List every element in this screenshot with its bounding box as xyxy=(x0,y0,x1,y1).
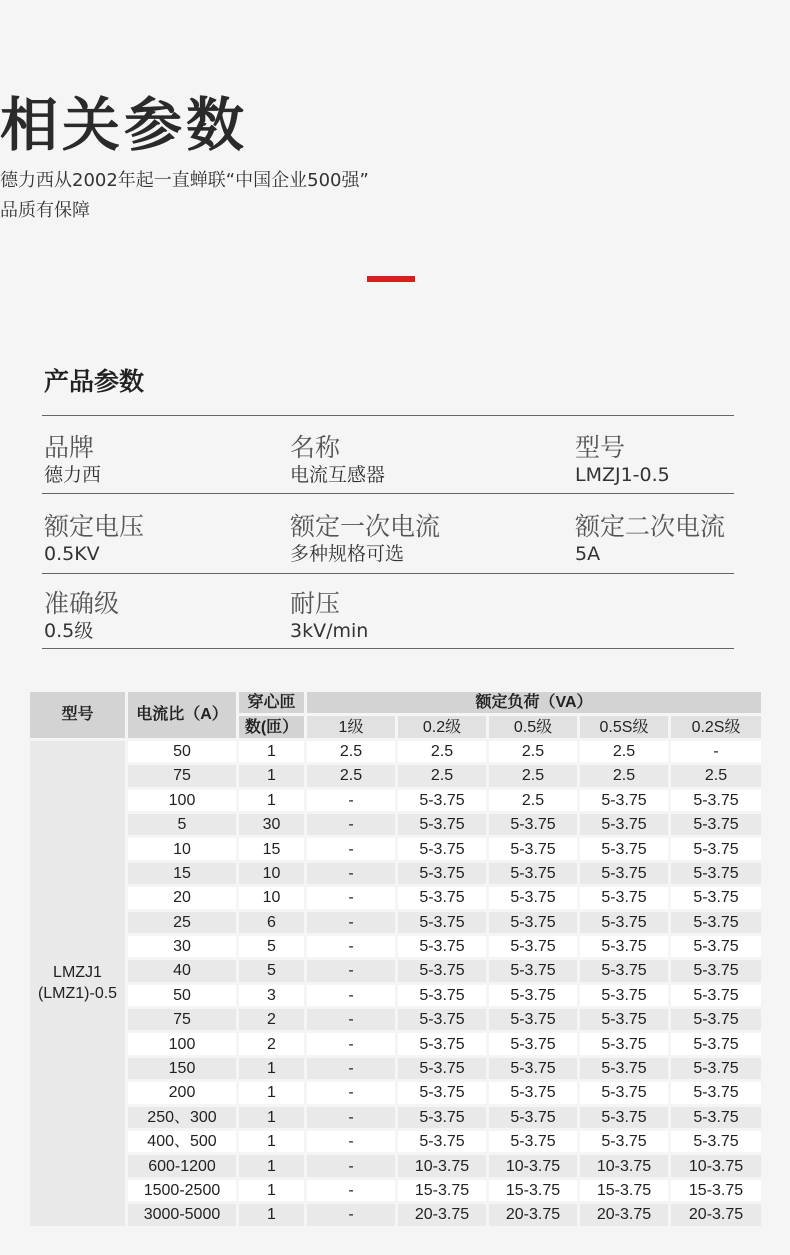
table-cell: 5-3.75 xyxy=(489,1058,577,1079)
section-title: 产品参数 xyxy=(44,367,145,396)
table-cell: 2.5 xyxy=(398,741,486,762)
table-cell: 5-3.75 xyxy=(671,1058,761,1079)
table-cell: 1 xyxy=(239,1082,304,1103)
table-cell: 1 xyxy=(239,790,304,811)
spec-label: 准确级 xyxy=(44,589,120,618)
table-cell: 10 xyxy=(128,838,236,859)
table-cell: 50 xyxy=(128,985,236,1006)
spec-label: 额定二次电流 xyxy=(575,512,726,541)
divider xyxy=(42,648,734,649)
table-cell: - xyxy=(307,960,395,981)
table-cell: 5-3.75 xyxy=(580,1131,668,1152)
table-cell: 5-3.75 xyxy=(671,887,761,908)
table-cell: 5-3.75 xyxy=(580,1058,668,1079)
table-cell: - xyxy=(307,936,395,957)
table-cell: 75 xyxy=(128,1009,236,1030)
header-class: 0.2级 xyxy=(398,716,486,737)
table-cell: 5-3.75 xyxy=(489,1107,577,1128)
table-cell: 5-3.75 xyxy=(671,912,761,933)
table-cell: 15 xyxy=(239,838,304,859)
header-class: 1级 xyxy=(307,716,395,737)
table-cell: 100 xyxy=(128,1033,236,1054)
table-cell: 5-3.75 xyxy=(398,1082,486,1103)
table-cell: 5-3.75 xyxy=(671,936,761,957)
header-class: 0.5级 xyxy=(489,716,577,737)
table-cell: 20-3.75 xyxy=(398,1204,486,1225)
table-cell: 5-3.75 xyxy=(671,1033,761,1054)
table-cell: 75 xyxy=(128,765,236,786)
spec-label: 额定电压 xyxy=(44,512,145,541)
table-cell: 5-3.75 xyxy=(580,863,668,884)
table-header-row xyxy=(30,692,761,713)
table-cell: 5-3.75 xyxy=(489,863,577,884)
table-cell: 5-3.75 xyxy=(671,960,761,981)
spec-withstand-voltage xyxy=(290,589,368,643)
table-cell: 5-3.75 xyxy=(398,936,486,957)
table-row xyxy=(30,1131,761,1152)
table-cell: 5-3.75 xyxy=(580,790,668,811)
spec-value: 0.5级 xyxy=(44,620,94,642)
table-cell: 5-3.75 xyxy=(580,838,668,859)
table-cell: 10-3.75 xyxy=(671,1155,761,1176)
spec-value: 5A xyxy=(575,543,601,565)
table-cell: - xyxy=(307,1009,395,1030)
table-cell: 5-3.75 xyxy=(489,1009,577,1030)
table-cell: 5-3.75 xyxy=(671,1082,761,1103)
table-cell: - xyxy=(307,887,395,908)
table-row xyxy=(30,912,761,933)
table-cell: - xyxy=(307,790,395,811)
table-cell: 250、300 xyxy=(128,1107,236,1128)
header-model: 型号 xyxy=(30,692,125,738)
table-cell: 2.5 xyxy=(580,741,668,762)
table-row xyxy=(30,1009,761,1030)
parameter-table xyxy=(27,689,764,1229)
table-cell: 15-3.75 xyxy=(580,1180,668,1201)
table-cell: 5-3.75 xyxy=(398,790,486,811)
table-cell: 2.5 xyxy=(489,765,577,786)
model-line-1: LMZJ1 xyxy=(53,964,102,982)
spec-label: 耐压 xyxy=(290,589,341,618)
table-cell: 5-3.75 xyxy=(671,863,761,884)
table-cell: 5-3.75 xyxy=(580,1009,668,1030)
table-cell: 5-3.75 xyxy=(489,1033,577,1054)
table-cell: - xyxy=(671,741,761,762)
table-cell: - xyxy=(307,1033,395,1054)
table-cell: 2.5 xyxy=(307,741,395,762)
table-cell: 30 xyxy=(128,936,236,957)
table-cell: 10-3.75 xyxy=(398,1155,486,1176)
header-class: 0.5S级 xyxy=(580,716,668,737)
table-cell: 1 xyxy=(239,741,304,762)
spec-brand xyxy=(44,433,101,487)
table-cell: 5-3.75 xyxy=(580,1082,668,1103)
spec-value: 德力西 xyxy=(44,464,102,486)
table-row xyxy=(30,1107,761,1128)
table-cell: 1 xyxy=(239,1204,304,1225)
header-class: 0.2S级 xyxy=(671,716,761,737)
spec-rated-secondary-current xyxy=(575,512,725,566)
table-cell: - xyxy=(307,1204,395,1225)
table-cell: - xyxy=(307,1155,395,1176)
table-cell: 25 xyxy=(128,912,236,933)
table-row xyxy=(30,1180,761,1201)
table-row xyxy=(30,741,761,762)
table-cell: 1 xyxy=(239,1155,304,1176)
table-cell: 1 xyxy=(239,1180,304,1201)
header-turns-unit: 数(匝） xyxy=(239,716,304,737)
accent-divider xyxy=(367,276,415,282)
table-cell: 15-3.75 xyxy=(398,1180,486,1201)
spec-label: 型号 xyxy=(575,433,626,462)
table-cell: 5-3.75 xyxy=(398,863,486,884)
table-cell: 15-3.75 xyxy=(489,1180,577,1201)
table-cell: 5-3.75 xyxy=(398,912,486,933)
table-cell: - xyxy=(307,1082,395,1103)
spec-rated-voltage xyxy=(44,512,144,566)
table-cell: - xyxy=(307,1107,395,1128)
spec-value: 0.5KV xyxy=(44,543,100,565)
table-cell: 200 xyxy=(128,1082,236,1103)
header-turns: 穿心匝 xyxy=(239,692,304,713)
spec-rated-primary-current xyxy=(290,512,440,566)
spec-value: 3kV/min xyxy=(290,620,369,642)
table-cell: 5-3.75 xyxy=(398,814,486,835)
table-cell: 5-3.75 xyxy=(398,887,486,908)
table-cell: 2.5 xyxy=(307,765,395,786)
table-row xyxy=(30,790,761,811)
table-cell: 10 xyxy=(239,863,304,884)
table-cell: 15 xyxy=(128,863,236,884)
table-cell: 20-3.75 xyxy=(671,1204,761,1225)
table-cell: 10 xyxy=(239,887,304,908)
table-cell: 2.5 xyxy=(671,765,761,786)
table-cell: 5-3.75 xyxy=(671,814,761,835)
table-row xyxy=(30,814,761,835)
table-cell: 5-3.75 xyxy=(489,814,577,835)
table-cell: - xyxy=(307,1131,395,1152)
table-cell: 1 xyxy=(239,1058,304,1079)
table-cell: 5-3.75 xyxy=(580,912,668,933)
table-row xyxy=(30,936,761,957)
spec-accuracy-class xyxy=(44,589,119,643)
table-cell: 5-3.75 xyxy=(398,1107,486,1128)
table-cell: 5-3.75 xyxy=(489,985,577,1006)
table-row xyxy=(30,1155,761,1176)
table-cell: - xyxy=(307,1058,395,1079)
spec-name xyxy=(290,433,385,487)
table-cell: 5-3.75 xyxy=(489,1131,577,1152)
table-row xyxy=(30,1058,761,1079)
table-row xyxy=(30,838,761,859)
spec-label: 额定一次电流 xyxy=(290,512,441,541)
table-cell: 5 xyxy=(239,960,304,981)
table-cell: 20-3.75 xyxy=(489,1204,577,1225)
table-cell: 1 xyxy=(239,1131,304,1152)
table-cell: - xyxy=(307,863,395,884)
table-cell: 5-3.75 xyxy=(671,1107,761,1128)
spec-label: 品牌 xyxy=(44,433,95,462)
table-cell: 5-3.75 xyxy=(580,887,668,908)
spec-value: LMZJ1-0.5 xyxy=(575,464,670,486)
table-cell: 1500-2500 xyxy=(128,1180,236,1201)
table-cell: 5-3.75 xyxy=(671,838,761,859)
table-row xyxy=(30,1033,761,1054)
table-cell: 5 xyxy=(128,814,236,835)
header-rated-load: 额定负荷（VA） xyxy=(307,692,761,713)
table-cell: 600-1200 xyxy=(128,1155,236,1176)
table-row xyxy=(30,887,761,908)
table-cell: 5-3.75 xyxy=(398,985,486,1006)
table-cell: 10-3.75 xyxy=(580,1155,668,1176)
table-cell: 2 xyxy=(239,1009,304,1030)
subtitle-line-2: 品质有保障 xyxy=(0,200,90,221)
table-cell: 2.5 xyxy=(398,765,486,786)
table-cell: 5-3.75 xyxy=(671,1009,761,1030)
table-cell: 5-3.75 xyxy=(489,1082,577,1103)
table-row xyxy=(30,985,761,1006)
table-cell: 5-3.75 xyxy=(489,912,577,933)
table-cell: 5-3.75 xyxy=(580,1107,668,1128)
table-cell: 5-3.75 xyxy=(489,960,577,981)
table-cell: 5-3.75 xyxy=(489,838,577,859)
table-cell: 3 xyxy=(239,985,304,1006)
table-cell: - xyxy=(307,814,395,835)
table-cell: 1 xyxy=(239,765,304,786)
table-cell: 5-3.75 xyxy=(580,1033,668,1054)
table-cell: 150 xyxy=(128,1058,236,1079)
table-cell: 3000-5000 xyxy=(128,1204,236,1225)
table-cell: - xyxy=(307,1180,395,1201)
table-cell: 2.5 xyxy=(489,790,577,811)
divider xyxy=(42,573,734,574)
table-cell: 100 xyxy=(128,790,236,811)
table-cell: 10-3.75 xyxy=(489,1155,577,1176)
table-cell: 5-3.75 xyxy=(398,1033,486,1054)
table-cell: 2 xyxy=(239,1033,304,1054)
table-cell: 5-3.75 xyxy=(398,1009,486,1030)
table-row xyxy=(30,863,761,884)
header-current-ratio: 电流比（A） xyxy=(128,692,236,738)
table-cell: 40 xyxy=(128,960,236,981)
table-cell: 5-3.75 xyxy=(398,838,486,859)
table-cell: - xyxy=(307,838,395,859)
table-cell: 5-3.75 xyxy=(580,814,668,835)
table-cell: 5-3.75 xyxy=(398,1131,486,1152)
spec-value: 多种规格可选 xyxy=(290,543,405,565)
table-row xyxy=(30,1204,761,1225)
table-cell: 2.5 xyxy=(489,741,577,762)
divider xyxy=(42,415,734,416)
table-row xyxy=(30,765,761,786)
table-cell: 5 xyxy=(239,936,304,957)
subtitle-line-1: 德力西从2002年起一直蝉联“中国企业500强” xyxy=(0,170,369,191)
table-cell: 2.5 xyxy=(580,765,668,786)
model-cell xyxy=(30,741,125,1226)
table-cell: - xyxy=(307,912,395,933)
table-cell: 5-3.75 xyxy=(671,985,761,1006)
table-cell: 5-3.75 xyxy=(671,790,761,811)
table-cell: 6 xyxy=(239,912,304,933)
divider xyxy=(42,493,734,494)
table-cell: 5-3.75 xyxy=(489,887,577,908)
spec-label: 名称 xyxy=(290,433,341,462)
table-cell: 400、500 xyxy=(128,1131,236,1152)
table-cell: 50 xyxy=(128,741,236,762)
spec-model xyxy=(575,433,670,487)
page-title: 相关参数 xyxy=(0,91,249,159)
table-cell: 20-3.75 xyxy=(580,1204,668,1225)
table-cell: 5-3.75 xyxy=(671,1131,761,1152)
spec-value: 电流互感器 xyxy=(290,464,386,486)
table-cell: 20 xyxy=(128,887,236,908)
table-cell: 5-3.75 xyxy=(398,1058,486,1079)
table-cell: - xyxy=(307,985,395,1006)
table-cell: 1 xyxy=(239,1107,304,1128)
table-row xyxy=(30,960,761,981)
table-row xyxy=(30,1082,761,1103)
table-cell: 5-3.75 xyxy=(580,936,668,957)
table-cell: 5-3.75 xyxy=(580,960,668,981)
model-line-2: (LMZ1)-0.5 xyxy=(37,985,118,1003)
table-cell: 5-3.75 xyxy=(398,960,486,981)
table-cell: 30 xyxy=(239,814,304,835)
table-cell: 5-3.75 xyxy=(489,936,577,957)
table-cell: 15-3.75 xyxy=(671,1180,761,1201)
table-cell: 5-3.75 xyxy=(580,985,668,1006)
